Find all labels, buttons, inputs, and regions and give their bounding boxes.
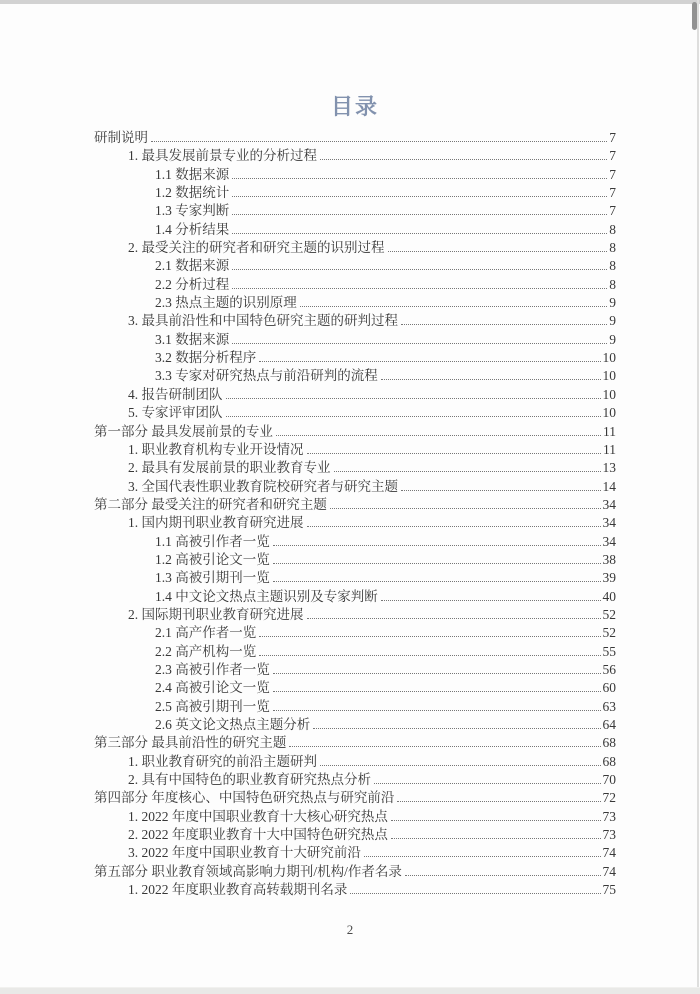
toc-entry-label: 3. 2022 年度中国职业教育十大研究前沿: [128, 845, 361, 861]
toc-entry-label: 第五部分 职业教育领域高影响力期刊/机构/作者名录: [94, 863, 402, 879]
toc-entry-label: 2. 最具有发展前景的职业教育专业: [128, 460, 331, 476]
toc-entry-page: 10: [602, 386, 616, 402]
toc-entry: [94, 331, 616, 349]
toc-entry: [94, 349, 616, 367]
toc-entry-label: 3.3 专家对研究热点与前沿研判的流程: [155, 368, 378, 384]
toc-leader-dots: [232, 214, 607, 215]
toc-entry-label: 3. 最具前沿性和中国特色研究主题的研判过程: [128, 313, 398, 329]
toc-entry-page: 7: [609, 148, 616, 164]
toc-entry-page: 7: [609, 203, 616, 219]
toc-leader-dots: [401, 324, 607, 325]
toc-leader-dots: [273, 710, 601, 711]
toc-entry: [94, 881, 616, 899]
toc-entry-label: 3.2 数据分析程序: [155, 350, 257, 366]
toc-entry: [94, 624, 616, 642]
toc-entry-label: 5. 专家评审团队: [128, 405, 223, 421]
toc-entry-page: 52: [602, 625, 616, 641]
toc-entry-page: 9: [609, 313, 616, 329]
toc-entry: [94, 588, 616, 606]
toc-entry: [94, 606, 616, 624]
toc-entry-page: 55: [602, 643, 616, 659]
toc-entry: [94, 514, 616, 532]
toc-entry-label: 1. 职业教育研究的前沿主题研判: [128, 753, 317, 769]
toc-leader-dots: [273, 563, 601, 564]
toc-entry-label: 第二部分 最受关注的研究者和研究主题: [94, 496, 327, 512]
toc-leader-dots: [320, 765, 601, 766]
toc-entry-label: 研制说明: [94, 130, 148, 145]
toc-entry: [94, 496, 616, 514]
toc-entry-page: 34: [602, 515, 616, 531]
scrollbar-thumb[interactable]: [692, 2, 697, 30]
toc-entry-page: 68: [602, 735, 616, 751]
toc-entry: [94, 863, 616, 881]
toc-entry-page: 56: [602, 661, 616, 677]
toc-entry-page: 9: [609, 295, 616, 311]
toc-entry-label: 2. 具有中国特色的职业教育研究热点分析: [128, 772, 371, 788]
toc-entry-page: 40: [602, 588, 616, 604]
toc-leader-dots: [350, 893, 600, 894]
toc-entry: [94, 459, 616, 477]
toc-leader-dots: [232, 196, 607, 197]
toc-entry-page: 7: [609, 185, 616, 201]
toc-entry-page: 34: [602, 496, 616, 512]
toc-entry-label: 第一部分 最具发展前景的专业: [94, 423, 273, 439]
toc-leader-dots: [273, 545, 601, 546]
toc-entry: [94, 716, 616, 734]
toc-entry-label: 1.4 分析结果: [155, 221, 230, 237]
toc-entry-page: 39: [602, 570, 616, 586]
toc-entry-label: 2.2 高产机构一览: [155, 643, 257, 659]
toc-entry-label: 2.2 分析过程: [155, 276, 230, 292]
page-title: 目录: [330, 94, 379, 119]
toc-entry: [94, 789, 616, 807]
toc-entry: [94, 221, 616, 239]
toc-entry-label: 2. 国际期刊职业教育研究进展: [128, 606, 304, 622]
toc-leader-dots: [259, 636, 600, 637]
toc-entry-label: 1. 国内期刊职业教育研究进展: [128, 515, 304, 531]
toc-entry-page: 73: [602, 808, 616, 824]
toc-entry-page: 74: [602, 863, 616, 879]
toc-leader-dots: [273, 691, 601, 692]
toc-leader-dots: [374, 783, 601, 784]
toc-entry-label: 3.1 数据来源: [155, 331, 230, 347]
toc-entry-page: 73: [602, 827, 616, 843]
toc-leader-dots: [232, 178, 607, 179]
toc-entry-page: 8: [609, 240, 616, 256]
toc-entry: [94, 129, 616, 147]
toc-leader-dots: [259, 655, 600, 656]
toc-entry: [94, 551, 616, 569]
toc-entry-page: 8: [609, 276, 616, 292]
toc-leader-dots: [307, 618, 601, 619]
toc-leader-dots: [388, 251, 608, 252]
toc-leader-dots: [313, 728, 600, 729]
toc-entry: [94, 734, 616, 752]
toc-entry: [94, 367, 616, 385]
toc-entry-page: 64: [602, 717, 616, 732]
toc-entry-label: 1. 2022 年度职业教育高转载期刊名录: [128, 882, 348, 898]
toc-entry-label: 1. 2022 年度中国职业教育十大核心研究热点: [128, 808, 388, 824]
toc-leader-dots: [259, 361, 600, 362]
toc-entry-label: 2.1 高产作者一览: [155, 625, 257, 641]
toc-leader-dots: [381, 600, 601, 601]
toc-entry-label: 1.2 高被引论文一览: [155, 551, 270, 567]
toc-entry: [94, 312, 616, 330]
toc-entry-page: 60: [602, 680, 616, 696]
toc-entry: [94, 257, 616, 275]
toc-entry-label: 3. 全国代表性职业教育院校研究者与研究主题: [128, 478, 398, 494]
scan-bottom-edge: [0, 987, 700, 994]
toc-entry-page: 9: [609, 331, 616, 347]
toc-leader-dots: [226, 416, 601, 417]
toc-entry-page: 68: [602, 753, 616, 769]
toc-entry: [94, 404, 616, 422]
toc-entry-page: 52: [602, 606, 616, 622]
toc-entry: [94, 844, 616, 862]
toc-entry-page: 70: [602, 772, 616, 788]
toc-entry-label: 2.3 高被引作者一览: [155, 661, 270, 677]
toc-entry-label: 2.4 高被引论文一览: [155, 680, 270, 696]
page-right-edge: [697, 0, 699, 994]
toc-leader-dots: [151, 141, 607, 142]
toc-list: [94, 129, 616, 899]
page-number: 2: [346, 922, 354, 937]
toc-leader-dots: [397, 801, 600, 802]
toc-entry: [94, 386, 616, 404]
toc-entry: [94, 184, 616, 202]
toc-entry-page: 74: [602, 845, 616, 861]
toc-entry-page: 72: [602, 790, 616, 806]
toc-leader-dots: [364, 856, 601, 857]
toc-entry-label: 1.3 专家判断: [155, 203, 230, 219]
toc-entry-page: 8: [609, 258, 616, 274]
toc-leader-dots: [232, 288, 607, 289]
toc-leader-dots: [307, 453, 602, 454]
toc-entry-label: 2.1 数据来源: [155, 258, 230, 274]
toc-entry-page: 10: [602, 405, 616, 421]
toc-entry-label: 4. 报告研制团队: [128, 386, 223, 402]
toc-leader-dots: [289, 746, 600, 747]
toc-leader-dots: [334, 471, 601, 472]
toc-leader-dots: [273, 581, 601, 582]
toc-leader-dots: [273, 673, 601, 674]
toc-leader-dots: [381, 379, 601, 380]
toc-entry-page: 10: [602, 350, 616, 366]
toc-leader-dots: [232, 269, 607, 270]
toc-entry: [94, 808, 616, 826]
toc-leader-dots: [391, 838, 601, 839]
toc-entry: [94, 239, 616, 257]
toc-leader-dots: [232, 343, 607, 344]
toc-entry: [94, 441, 616, 459]
toc-leader-dots: [276, 435, 601, 436]
toc-entry-page: 38: [602, 551, 616, 567]
toc-entry: [94, 423, 616, 441]
toc-entry: [94, 771, 616, 789]
toc-entry-label: 1. 职业教育机构专业开设情况: [128, 441, 304, 457]
toc-entry: [94, 533, 616, 551]
toc-entry-label: 1.3 高被引期刊一览: [155, 570, 270, 586]
toc-entry: [94, 478, 616, 496]
toc-entry-page: 14: [602, 478, 616, 494]
toc-entry: [94, 753, 616, 771]
toc-entry-page: 8: [609, 221, 616, 237]
toc-leader-dots: [405, 875, 601, 876]
toc-entry: [94, 294, 616, 312]
toc-entry-label: 1. 最具发展前景专业的分析过程: [128, 148, 317, 164]
toc-entry-page: 75: [602, 882, 616, 898]
toc-entry: [94, 147, 616, 165]
toc-entry-label: 第三部分 最具前沿性的研究主题: [94, 735, 287, 751]
toc-entry-label: 2.3 热点主题的识别原理: [155, 295, 297, 311]
toc-entry: [94, 569, 616, 587]
toc-entry-label: 2. 2022 年度职业教育十大中国特色研究热点: [128, 827, 388, 843]
toc-leader-dots: [330, 508, 601, 509]
toc-leader-dots: [391, 820, 601, 821]
toc-entry-label: 1.1 高被引作者一览: [155, 533, 270, 549]
toc-entry: [94, 202, 616, 220]
toc-entry-label: 第四部分 年度核心、中国特色研究热点与研究前沿: [94, 790, 395, 806]
toc-entry-label: 1.1 数据来源: [155, 166, 230, 182]
toc-leader-dots: [307, 526, 601, 527]
toc-entry: [94, 679, 616, 697]
toc-entry-label: 2.6 英文论文热点主题分析: [155, 717, 311, 732]
toc-entry-label: 1.2 数据统计: [155, 185, 230, 201]
toc-leader-dots: [401, 490, 601, 491]
toc-entry-label: 2.5 高被引期刊一览: [155, 698, 270, 714]
toc-entry: [94, 698, 616, 716]
toc-entry-page: 10: [602, 368, 616, 384]
toc-entry: [94, 276, 616, 294]
toc-entry: [94, 643, 616, 661]
toc-entry: [94, 826, 616, 844]
toc-entry-page: 63: [602, 698, 616, 714]
toc-leader-dots: [226, 398, 601, 399]
toc-leader-dots: [320, 159, 607, 160]
toc-entry-page: 7: [609, 130, 616, 145]
toc-entry-page: 11: [603, 441, 616, 457]
toc-entry: [94, 166, 616, 184]
toc-entry-page: 11: [603, 423, 616, 439]
toc-entry: [94, 661, 616, 679]
toc-entry-label: 2. 最受关注的研究者和研究主题的识别过程: [128, 240, 385, 256]
toc-entry-page: 13: [602, 460, 616, 476]
toc-leader-dots: [300, 306, 608, 307]
toc-entry-label: 1.4 中文论文热点主题识别及专家判断: [155, 588, 378, 604]
toc-leader-dots: [232, 233, 607, 234]
toc-entry-page: 34: [602, 533, 616, 549]
toc-page: [94, 0, 616, 899]
toc-entry-page: 7: [609, 166, 616, 182]
